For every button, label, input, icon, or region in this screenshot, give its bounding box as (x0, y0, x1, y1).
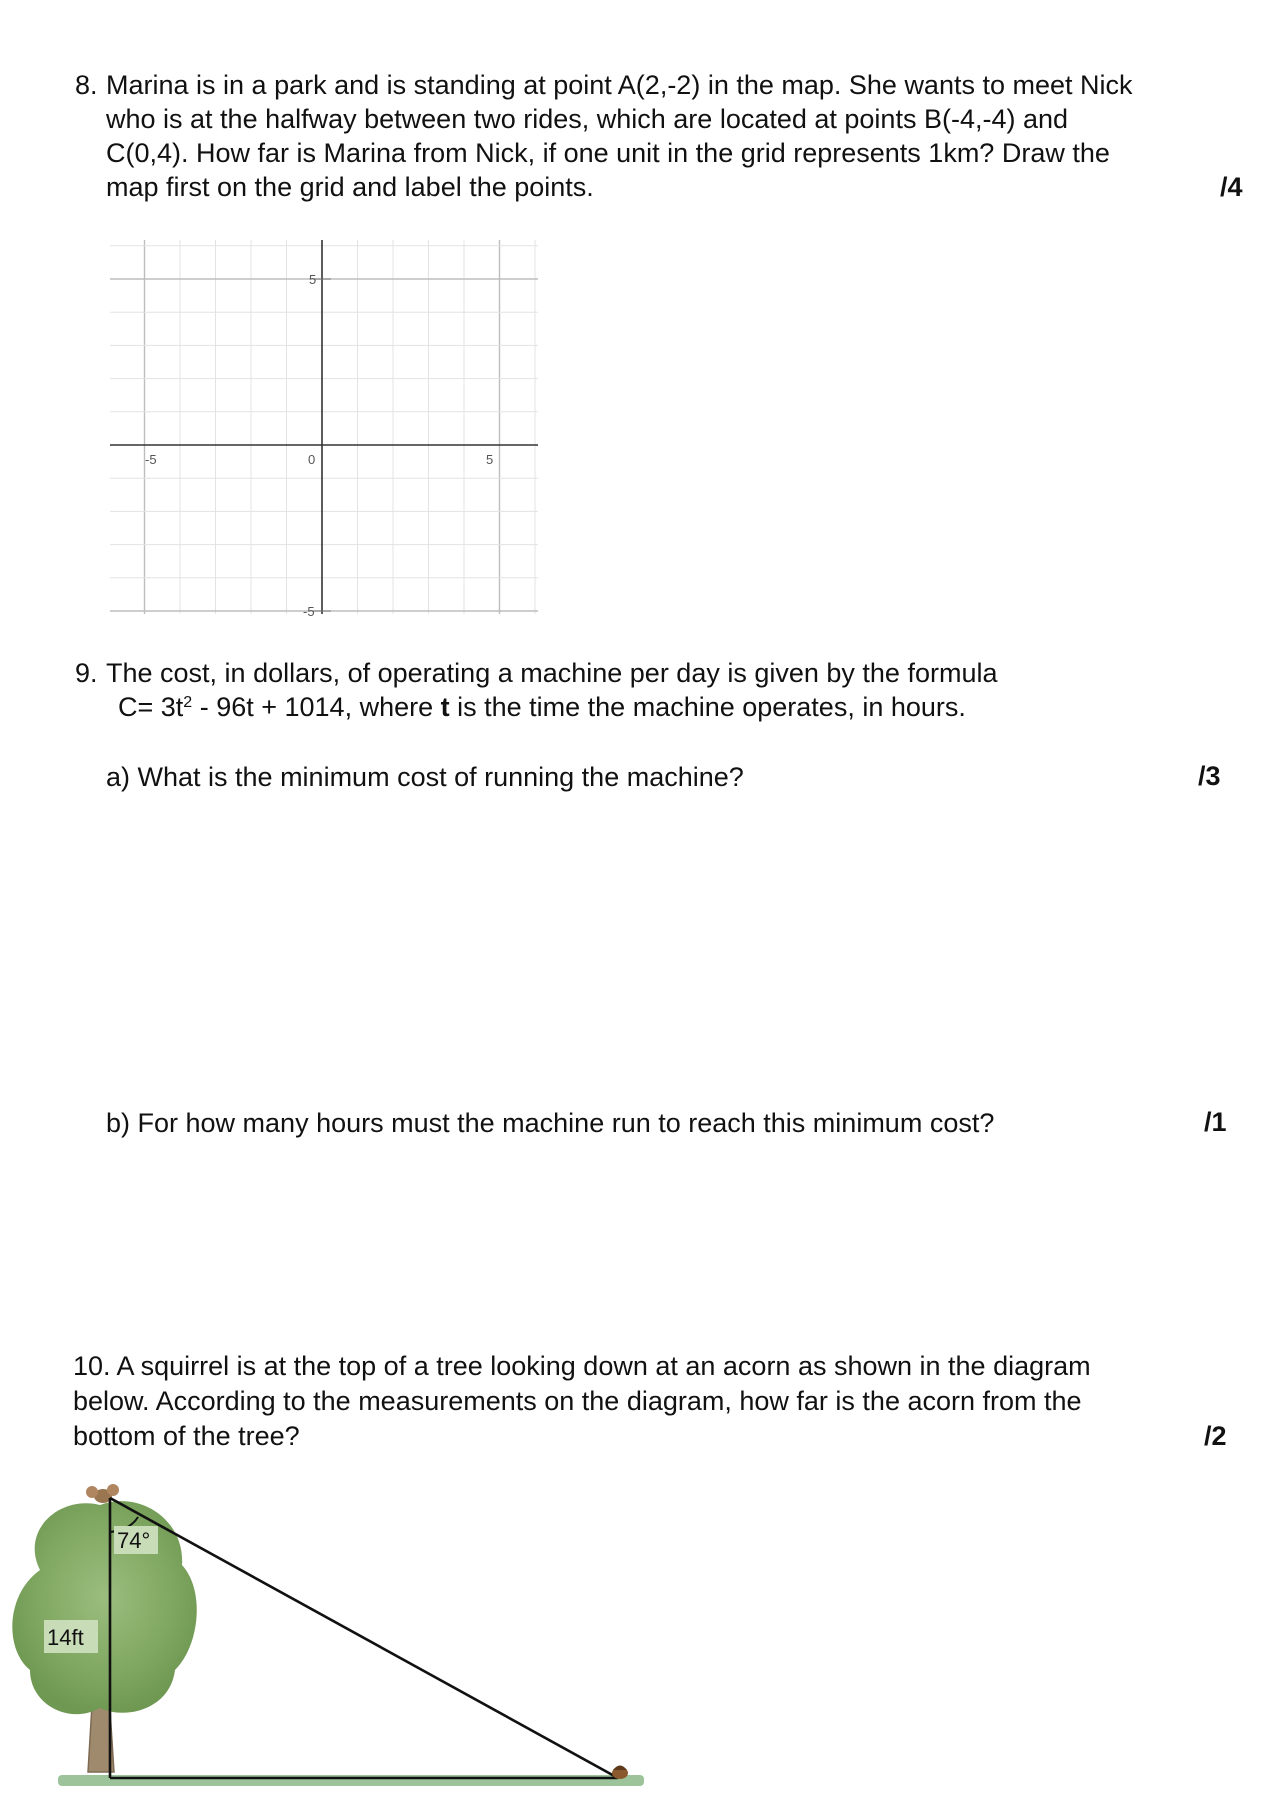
tick-label-x-pos: 5 (486, 452, 494, 467)
ground (58, 1775, 644, 1786)
q10-marks: /2 (1204, 1421, 1227, 1451)
tick-label-x-neg: -5 (145, 452, 157, 467)
coordinate-grid[interactable] (110, 238, 542, 616)
tick-label-y-pos: 5 (309, 272, 317, 287)
q9-intro: The cost, in dollars, of operating a machine per day is given by the formula (106, 658, 998, 688)
q9-formula-a: C= 3t (118, 692, 184, 722)
q8-marks: /4 (1220, 172, 1243, 202)
tick-label-origin: 0 (308, 452, 316, 467)
q9-part-a: a) What is the minimum cost of running the machine? (106, 762, 744, 792)
height-label: 14ft (47, 1625, 84, 1650)
q8-line-1: Marina is in a park and is standing at point A(2,-2) in the map. She wants to meet Nick (106, 70, 1133, 100)
q9-number: 9. (75, 658, 98, 688)
q8-line-4: map first on the grid and label the points. (106, 172, 594, 202)
q10-line-2: below. According to the measurements on the diagram, how far is the acorn from the (73, 1386, 1082, 1416)
q10-line-3: bottom of the tree? (73, 1421, 300, 1451)
angle-label: 74° (117, 1528, 151, 1553)
q10-line-1: 10. A squirrel is at the top of a tree looking down at an acorn as shown in the diagram (73, 1351, 1091, 1381)
q9-formula-b: - 96t + 1014, where (192, 692, 441, 722)
tree-foliage (12, 1501, 196, 1714)
acorn (612, 1766, 628, 1780)
grid-lines (110, 240, 538, 614)
q8-number: 8. (75, 70, 98, 100)
q8-line-3: C(0,4). How far is Marina from Nick, if one unit in the grid represents 1km? Draw the (106, 138, 1110, 168)
q9-formula-var: t (440, 692, 450, 722)
q9-formula-exponent: 2 (183, 694, 193, 711)
q8-line-2: who is at the halfway between two rides, which are located at points B(-4,-4) and (106, 104, 1069, 134)
tick-label-y-neg: -5 (303, 604, 315, 616)
q9-part-a-marks: /3 (1198, 761, 1221, 791)
q9-formula-line (118, 690, 966, 725)
q9-part-b: b) For how many hours must the machine run to reach this minimum cost? (106, 1108, 995, 1138)
tree-diagram (0, 1470, 660, 1800)
q9-formula-c: is the time the machine operates, in hours. (449, 692, 966, 722)
q9-part-b-marks: /1 (1204, 1107, 1227, 1137)
